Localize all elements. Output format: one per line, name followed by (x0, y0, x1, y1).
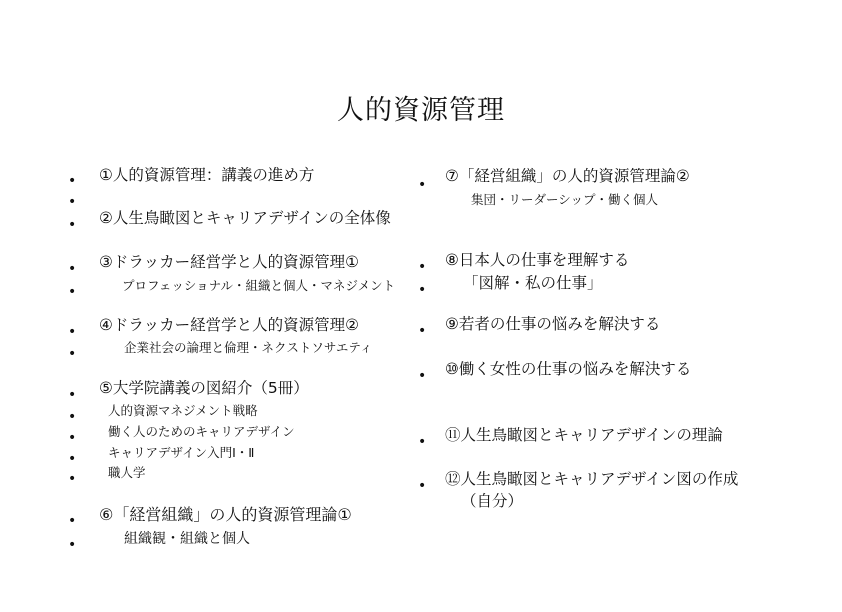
bullet: • (68, 261, 77, 277)
list-item: ⑦「経営組織」の人的資源管理論② (445, 167, 690, 185)
list-item: （自分） (461, 492, 524, 510)
bullet: • (68, 471, 77, 487)
page-title: 人的資源管理 (337, 95, 505, 126)
list-subitem: プロフェッショナル・組織と個人・マネジメント (122, 278, 396, 293)
bullet: • (68, 324, 77, 340)
list-item: ③ドラッカー経営学と人的資源管理① (99, 253, 359, 271)
bullet: • (68, 217, 77, 233)
bullet: • (68, 387, 77, 403)
list-subitem: 働く人のためのキャリアデザイン (108, 424, 295, 439)
bullet: • (418, 478, 427, 494)
list-subitem: 企業社会の論理と倫理・ネクストソサエティ (124, 340, 373, 355)
list-item: ⑥「経営組織」の人的資源管理論① (99, 505, 352, 524)
bullet: • (68, 537, 77, 553)
list-subitem: 職人学 (108, 465, 146, 480)
bullet: • (68, 346, 77, 362)
bullet: • (68, 194, 77, 210)
bullet: • (418, 368, 427, 384)
bullet: • (68, 513, 77, 529)
list-item: ⑧日本人の仕事を理解する (445, 251, 630, 269)
list-subitem: 集団・リーダーシップ・働く個人 (471, 192, 659, 207)
bullet: • (68, 173, 77, 189)
list-item: 「図解・私の仕事」 (463, 274, 603, 292)
bullet: • (418, 259, 427, 275)
list-item: ⑪人生鳥瞰図とキャリアデザインの理論 (445, 426, 723, 444)
bullet: • (68, 284, 77, 300)
list-item: ⑩働く女性の仕事の悩みを解決する (445, 360, 692, 378)
bullet: • (68, 409, 77, 425)
list-subitem: 人的資源マネジメント戦略 (108, 403, 258, 418)
list-item: ⑫人生鳥瞰図とキャリアデザイン図の作成 (445, 470, 739, 488)
bullet: • (68, 451, 77, 467)
list-subitem: キャリアデザイン入門Ⅰ・Ⅱ (108, 445, 255, 460)
bullet: • (418, 282, 427, 298)
list-item: ④ドラッカー経営学と人的資源管理② (99, 316, 359, 334)
bullet: • (418, 434, 427, 450)
bullet: • (418, 323, 427, 339)
bullet: • (418, 177, 427, 193)
bullet: • (68, 430, 77, 446)
list-item: ①人的資源管理：講義の進め方 (99, 166, 315, 184)
list-item: ⑤大学院講義の図紹介（5冊） (99, 379, 309, 397)
list-item: ⑨若者の仕事の悩みを解決する (445, 315, 661, 333)
list-subitem: 組織観・組織と個人 (124, 531, 250, 547)
list-item: ②人生鳥瞰図とキャリアデザインの全体像 (99, 209, 391, 227)
